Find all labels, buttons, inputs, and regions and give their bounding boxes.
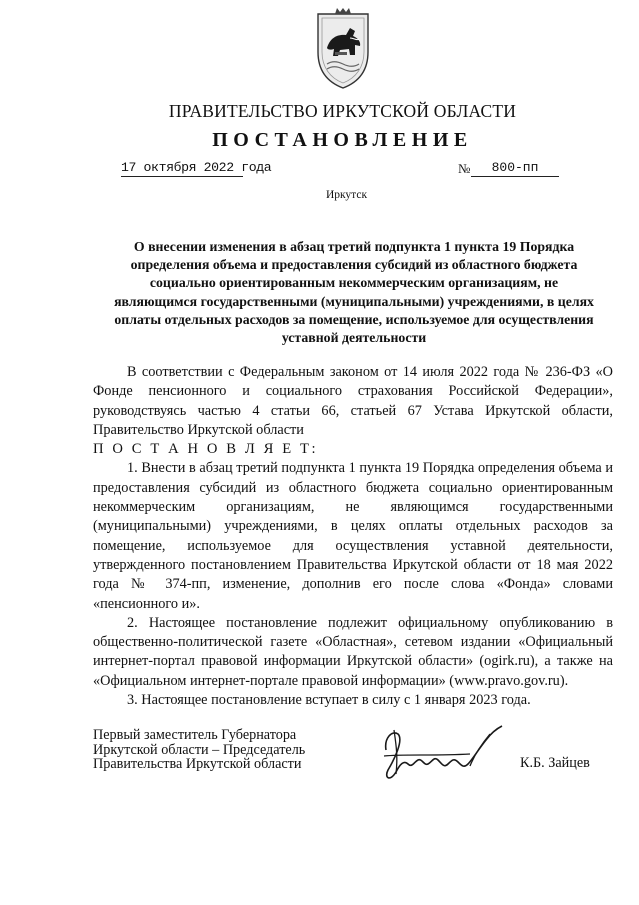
city-name: Иркутск: [325, 189, 368, 201]
position-line: Первый заместитель Губернатора: [93, 727, 297, 743]
decree-number: 800-пп: [471, 159, 559, 177]
resolves-heading: П О С Т А Н О В Л Я Е Т:: [93, 441, 319, 458]
preamble: В соответствии с Федеральным законом от 14 июля 2022 года № 236-ФЗ «О Фонде пенсионного и социального страхования Российской Федерации», руководствуясь частью 4 статьи 66, статьей 67 Устава Иркутской области, Правительство Иркутской области: [93, 364, 613, 438]
handwritten-signature: [374, 720, 514, 790]
number-sign: №: [458, 161, 471, 176]
document-type: ПОСТАНОВЛЕНИЕ: [212, 129, 473, 151]
position-line: Иркутской области – Председатель: [93, 741, 306, 758]
signatory-position: [93, 728, 393, 772]
decree-body: [93, 363, 613, 710]
position-line: Правительства Иркутской области: [93, 756, 302, 773]
item-2: 2. Настоящее постановление подлежит официальному опубликованию в общественно-политической газете «Областная», сетевом издании «Официальный интернет-портал правовой информации Иркутской области» (ogirk.ru), а также на «Официальном интернет-портале правовой информации» (www.pravo.gov.ru).: [93, 614, 613, 689]
coat-of-arms-icon: [313, 8, 373, 90]
government-name: ПРАВИТЕЛЬСТВО ИРКУТСКОЙ ОБЛАСТИ: [168, 101, 517, 121]
item-1: 1. Внести в абзац третий подпункта 1 пункта 19 Порядка определения объема и предоставления субсидий из областного бюджета социально ориентированным некоммерческим организациям, не являющимся государственными (муниципальными) учреждениями, в целях оплаты отдельных расходов за помещение, используемое для осуществления уставной деятельности, утвержденного постановлением Правительства Иркутской области от 18 мая 2022 года № 374-пп, изменение, дополнив его после слова «Фонда» словами «пенсионного и».: [93, 460, 613, 612]
decree-date: 17 октября 2022 года: [121, 160, 272, 175]
signer-name: К.Б. Зайцев: [520, 755, 590, 771]
decree-title: О внесении изменения в абзац третий подпункта 1 пункта 19 Порядка определения объема и предоставления субсидий из областного бюджета социально ориентированным некоммерческим организациям, не являющимся государственными (муниципальными) учреждениями, в целях оплаты отдельных расходов за помещение, используемое для осуществления уставной деятельности: [114, 239, 594, 346]
item-3: 3. Настоящее постановление вступает в силу с 1 января 2023 года.: [127, 692, 531, 709]
